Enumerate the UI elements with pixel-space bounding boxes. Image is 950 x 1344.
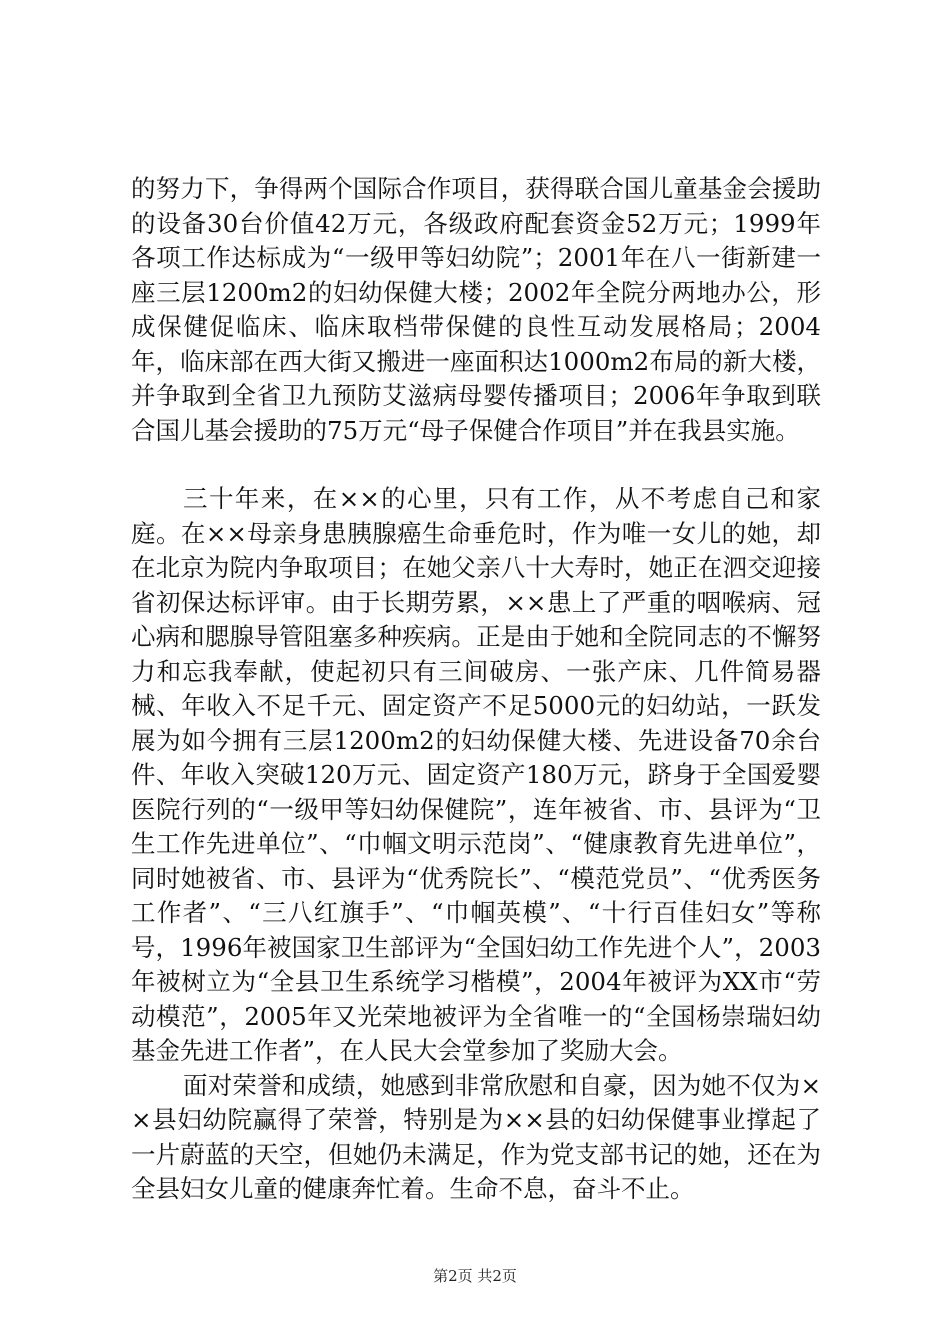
document-body [131,172,821,1207]
paragraph-3: 面对荣誉和成绩，她感到非常欣慰和自豪，因为她不仅为××县妇幼院赢得了荣誉，特别是为××县的妇幼保健事业撑起了一片蔚蓝的天空，但她仍未满足，作为党支部书记的她，还在为全县妇女儿童的健康奔忙着。生命不息，奋斗不止。 [131,1070,821,1203]
paragraph-1: 的努力下，争得两个国际合作项目，获得联合国儿童基金会援助的设备30台价值42万元，各级政府配套资金52万元；1999年各项工作达标成为“一级甲等妇幼院”；2001年在八一街新建一座三层1200m2的妇幼保健大楼；2002年全院分两地办公，形成保健促临床、临床取档带保健的良性互动发展格局；2004年，临床部在西大街又搬进一座面积达1000m2布局的新大楼，并争取到全省卫九预防艾滋病母婴传播项目；2006年争取到联合国儿基会援助的75万元“母子保健合作项目”并在我县实施。 [131,174,821,445]
paragraph-2: 三十年来，在××的心里，只有工作，从不考虑自己和家庭。在××母亲身患胰腺癌生命垂危时，作为唯一女儿的她，却在北京为院内争取项目；在她父亲八十大寿时，她正在泗交迎接省初保达标评审。由于长期劳累，××患上了严重的咽喉病、冠心病和腮腺导管阻塞多种疾病。正是由于她和全院同志的不懈努力和忘我奉献，使起初只有三间破房、一张产床、几件简易器械、年收入不足千元、固定资产不足5000元的妇幼站，一跃发展为如今拥有三层1200m2的妇幼保健大楼、先进设备70余台件、年收入突破120万元、固定资产180万元，跻身于全国爱婴医院行列的“一级甲等妇幼保健院”，连年被省、市、县评为“卫生工作先进单位”、“巾帼文明示范岗”、“健康教育先进单位”，同时她被省、市、县评为“优秀院长”、“模范党员”、“优秀医务工作者”、“三八红旗手”、“巾帼英模”、“十行百佳妇女”等称号，1996年被国家卫生部评为“全国妇幼工作先进个人”，2003年被树立为“全县卫生系统学习楷模”，2004年被评为XX市“劳动模范”，2005年又光荣地被评为全省唯一的“全国杨崇瑞妇幼基金先进工作者”，在人民大会堂参加了奖励大会。 [131,484,821,1065]
paragraph-gap [131,448,821,482]
page-footer: 第2页 共2页 [433,1267,517,1285]
